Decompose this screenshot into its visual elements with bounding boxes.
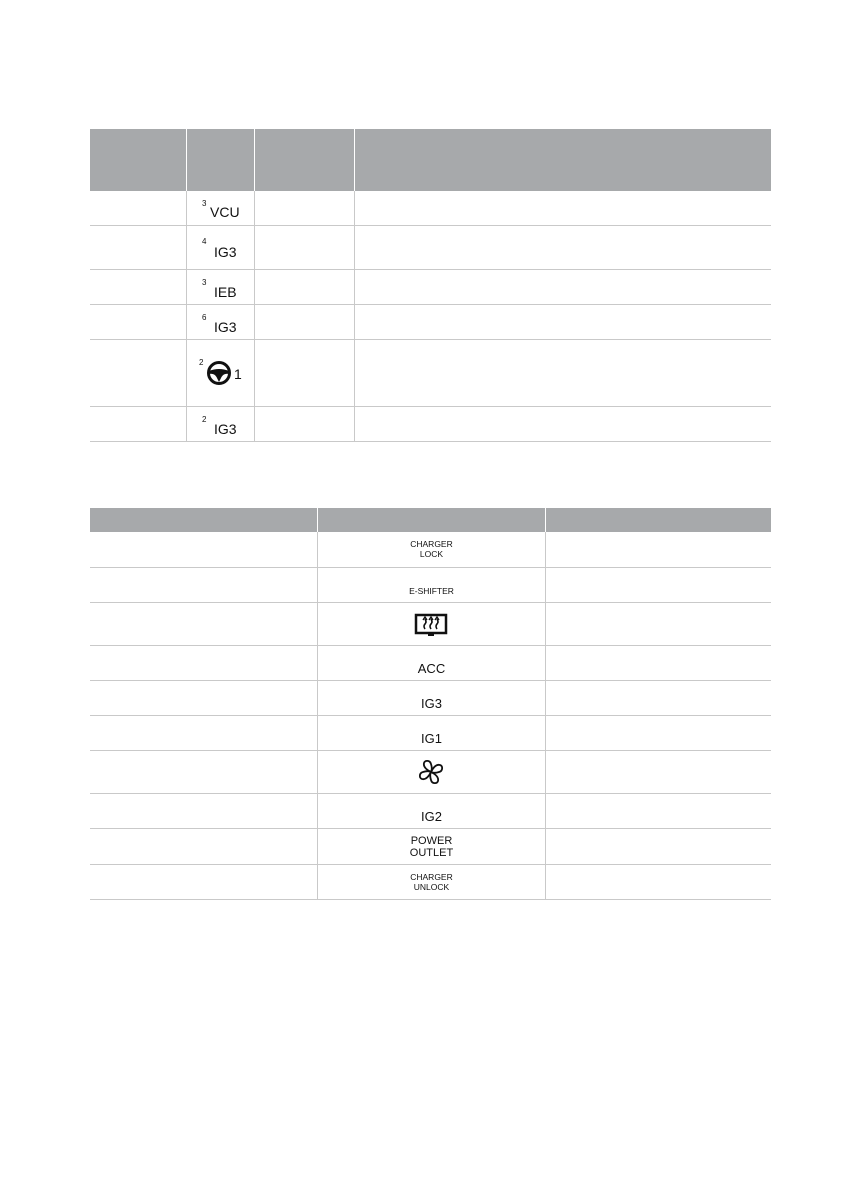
table-row (90, 865, 771, 900)
table-row (90, 532, 771, 568)
fuse-symbol (187, 305, 251, 339)
fuse-label: IG3 (214, 421, 237, 437)
fuse-number: 3 (202, 199, 207, 208)
fuse-label: IG3 (214, 244, 237, 260)
fuse-label: IEB (214, 284, 237, 300)
fuse-symbol-text: ACC (417, 661, 446, 676)
fuse-label: VCU (210, 204, 240, 220)
fuse-symbol-text: IG1 (421, 731, 442, 746)
fuse-number: 2 (199, 358, 204, 367)
table-row (90, 751, 771, 794)
fuse-symbol (187, 191, 251, 225)
fuse-number: 6 (202, 313, 207, 322)
fuse-number: 3 (202, 278, 207, 287)
fuse-symbol-text: CHARGER UNLOCK (410, 872, 453, 892)
fuse-symbol-text: E-SHIFTER (409, 586, 454, 596)
fuse-label: IG3 (214, 319, 237, 335)
fuse-symbol (187, 226, 251, 269)
table-row (90, 829, 771, 865)
fuse-label: 1 (234, 366, 242, 382)
rear-defroster-icon (414, 613, 448, 637)
fuse-symbol (187, 340, 251, 406)
table-row (90, 794, 771, 829)
table-row (90, 716, 771, 751)
table-row (90, 191, 771, 226)
fan-icon (417, 758, 445, 786)
table-2-header (90, 508, 771, 532)
table-row (90, 226, 771, 270)
fuse-symbol-text: IG2 (421, 809, 442, 824)
steering-wheel-icon (206, 360, 232, 386)
table-row (90, 568, 771, 603)
table-1-header (90, 129, 771, 191)
fuse-symbol (187, 407, 251, 441)
fuse-symbol (187, 270, 251, 304)
fuse-table-1 (90, 129, 771, 442)
fuse-symbol-text: IG3 (421, 696, 442, 711)
fuse-symbol-text: POWER OUTLET (409, 835, 454, 859)
table-row (90, 646, 771, 681)
table-row (90, 270, 771, 305)
fuse-number: 2 (202, 415, 207, 424)
table-row (90, 407, 771, 442)
fuse-table-2 (90, 508, 771, 900)
table-row (90, 603, 771, 646)
table-row (90, 305, 771, 340)
table-row (90, 340, 771, 407)
fuse-symbol-text: CHARGER LOCK (410, 539, 453, 559)
fuse-number: 4 (202, 237, 207, 246)
table-row (90, 681, 771, 716)
